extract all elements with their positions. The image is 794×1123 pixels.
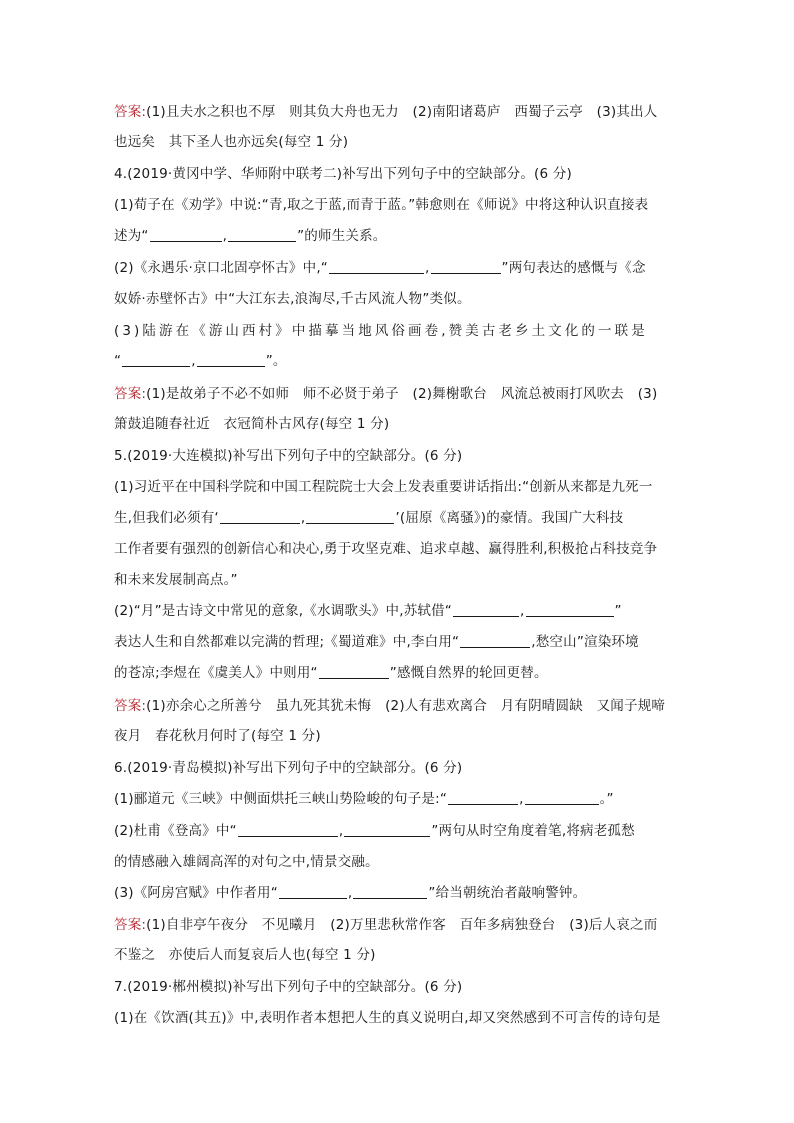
q5-s2-line-2: 表达人生和自然都难以完满的哲理;《蜀道难》中,李白用“ ,愁空山”渲染环境 (114, 634, 639, 650)
fill-blank (353, 897, 427, 899)
fill-blank (197, 365, 265, 367)
q7-header: 7.(2019·郴州模拟)补写出下列句子中的空缺部分。(6 分) (114, 979, 463, 995)
q5-header: 5.(2019·大连模拟)补写出下列句子中的空缺部分。(6 分) (114, 448, 463, 464)
q4-s2-line-2: 奴娇·赤壁怀古》中“大江东去,浪淘尽,千古风流人物”类似。 (114, 291, 471, 307)
q4-header: 4.(2019·黄冈中学、华师附中联考二)补写出下列句子中的空缺部分。(6 分) (114, 166, 572, 182)
fill-blank (448, 803, 518, 805)
fill-blank (526, 615, 614, 617)
q6-s2-line-1: (2)杜甫《登高》中“ , ”两句从时空角度着笔,将病老孤愁 (114, 823, 635, 839)
q6-s3: (3)《阿房宫赋》中作者用“ , ”给当朝统治者敲响警钟。 (114, 885, 587, 901)
q5-s1-line-1: (1)习近平在中国科学院和中国工程院院士大会上发表重要讲话指出:“创新从来都是九死一 (114, 479, 653, 495)
fill-blank (344, 835, 430, 837)
fill-blank (431, 272, 501, 274)
fill-blank (525, 803, 599, 805)
fill-blank (122, 365, 190, 367)
fill-blank (228, 240, 296, 242)
answer-label: 答案: (114, 104, 147, 120)
fill-blank (329, 272, 424, 274)
q5-answer-line-1: 答案:(1)亦余心之所善兮 虽九死其犹未悔 (2)人有悲欢离合 月有阴晴圆缺 又闻子规啼 (114, 698, 666, 714)
q6-answer-line-2: 不鉴之 亦使后人而复哀后人也(每空 1 分) (114, 947, 376, 963)
fill-blank (279, 897, 347, 899)
q4-answer-line-2: 箫鼓追随春社近 衣冠简朴古风存(每空 1 分) (114, 416, 390, 432)
q3-answer-line-1 (114, 102, 684, 122)
fill-blank (306, 522, 394, 524)
q4-s1-line-2: 述为“ , ”的师生关系。 (114, 228, 387, 244)
answer-label: 答案: (114, 698, 147, 714)
q5-s1-line-3: 工作者要有强烈的创新信心和决心,勇于攻坚克难、追求卓越、赢得胜利,积极抢占科技竞争 (114, 541, 658, 557)
fill-blank (319, 677, 389, 679)
q6-s1: (1)郦道元《三峡》中侧面烘托三峡山势险峻的句子是:“ , 。” (114, 791, 614, 807)
q3-answer-line-2 (114, 132, 684, 152)
q4-s1-line-1: (1)荀子在《劝学》中说:“青,取之于蓝,而青于蓝。”韩愈则在《师说》中将这种认识直接表 (114, 197, 649, 213)
q5-s1-line-4: 和未来发展制高点。” (114, 572, 238, 588)
q3-answer-text-1: (1)且夫水之积也不厚 则其负大舟也无力 (2)南阳诸葛庐 西蜀子云亭 (3)其出人 (146, 104, 658, 120)
q5-answer-line-2: 夜月 春花秋月何时了(每空 1 分) (114, 728, 321, 744)
answer-label: 答案: (114, 386, 147, 402)
fill-blank (220, 522, 300, 524)
q4-s3-line-2: “ , ”。 (114, 353, 287, 369)
fill-blank (460, 646, 530, 648)
q4-s2-line-1: (2)《永遇乐·京口北固亭怀古》中,“ , ”两句表达的感慨与《念 (114, 260, 646, 276)
q6-answer-line-1: 答案:(1)自非亭午夜分 不见曦月 (2)万里悲秋常作客 百年多病独登台 (3)后人哀之而 (114, 917, 658, 933)
q6-s2-line-2: 的情感融入雄阔高浑的对句之中,情景交融。 (114, 854, 379, 870)
q5-s2-line-1: (2)“月”是古诗文中常见的意象,《水调歌头》中,苏轼借“ , ” (114, 603, 622, 619)
q4-s3-line-1: (3)陆游在《游山西村》中描摹当地风俗画卷,赞美古老乡土文化的一联是 (114, 323, 648, 339)
q3-answer-text-2: 也远矣 其下圣人也亦远矣(每空 1 分) (114, 134, 349, 150)
fill-blank (238, 835, 338, 837)
fill-blank (150, 240, 222, 242)
q5-s2-line-3: 的苍凉;李煜在《虞美人》中则用“ ”感慨自然界的轮回更替。 (114, 665, 548, 681)
answer-label: 答案: (114, 917, 147, 933)
q5-s1-line-2: 生,但我们必须有‘ , ’(屈原《离骚》)的豪情。我国广大科技 (114, 510, 624, 526)
q6-header: 6.(2019·青岛模拟)补写出下列句子中的空缺部分。(6 分) (114, 760, 463, 776)
q4-answer-line-1: 答案:(1)是故弟子不必不如师 师不必贤于弟子 (2)舞榭歌台 风流总被雨打风吹去 (3) (114, 386, 658, 402)
fill-blank (453, 615, 519, 617)
q7-s1-line-1: (1)在《饮酒(其五)》中,表明作者本想把人生的真义说明白,却又突然感到不可言传的诗句是 (114, 1010, 661, 1026)
